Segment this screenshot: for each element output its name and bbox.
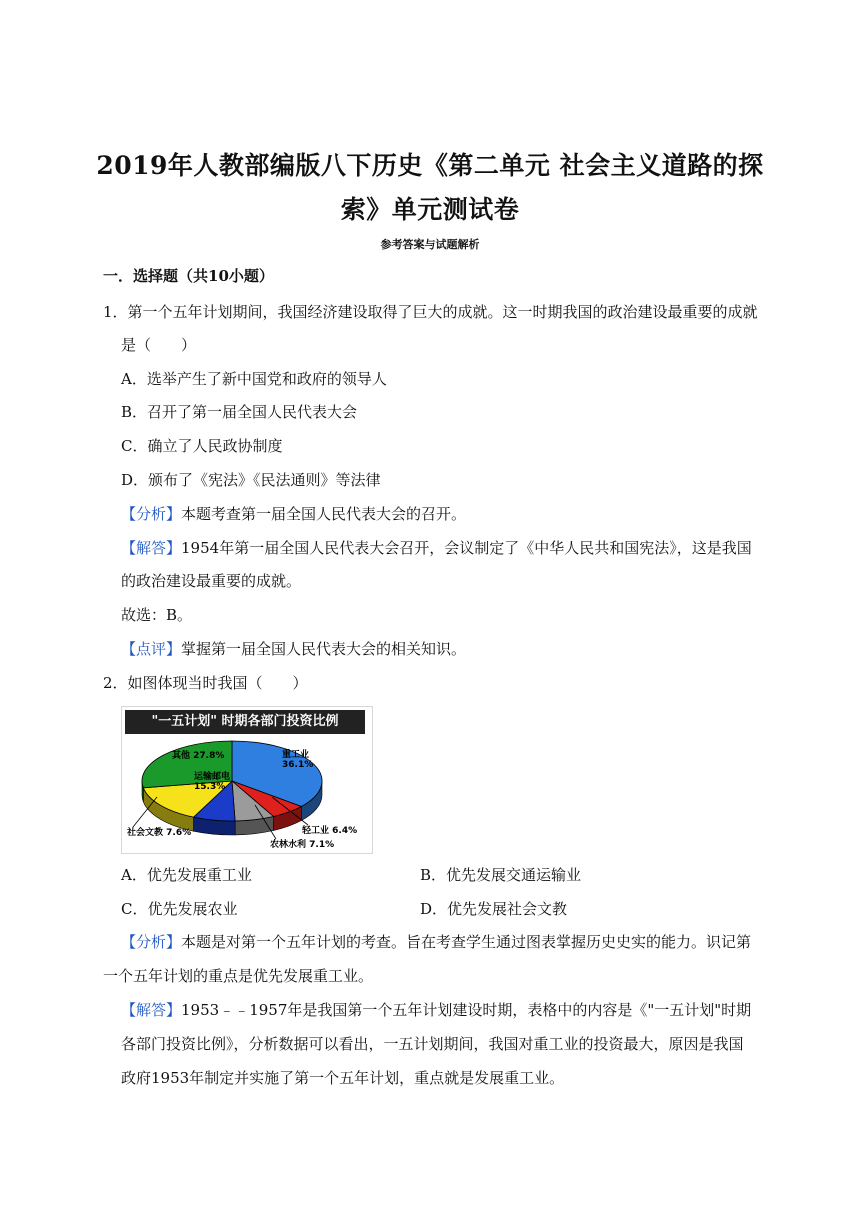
q2-option-c: C．优先发展农业 bbox=[121, 900, 238, 918]
q2-answer-line1 bbox=[121, 1000, 751, 1020]
q2-answer-line3: 政府1953年制定并实施了第一个五年计划，重点就是发展重工业。 bbox=[121, 1069, 565, 1087]
q1-option-a: A．选举产生了新中国党和政府的领导人 bbox=[121, 370, 387, 388]
pie-label-农林水利: 农林水利 7.1% bbox=[270, 840, 335, 850]
q2-analysis-line2: 一个五年计划的重点是优先发展重工业。 bbox=[103, 967, 374, 985]
q1-comment-text: 掌握第一届全国人民代表大会的相关知识。 bbox=[181, 640, 467, 658]
q2-answer-line2: 各部门投资比例》，分析数据可以看出，一五计划期间，我国对重工业的投资最大，原因是我国 bbox=[121, 1035, 744, 1053]
q1-comment-tag: 【点评】 bbox=[121, 640, 182, 658]
q1-analysis-tag: 【分析】 bbox=[121, 505, 182, 523]
q2-option-b: B．优先发展交通运输业 bbox=[420, 866, 582, 884]
q1-answer-line1 bbox=[121, 538, 752, 558]
q2-analysis-line1 bbox=[121, 932, 751, 952]
q2-analysis-tag: 【分析】 bbox=[121, 933, 182, 951]
q2-stem: 2．如图体现当时我国（ ） bbox=[103, 674, 308, 692]
q1-answer-text: 1954年第一届全国人民代表大会召开，会议制定了《中华人民共和国宪法》，这是我国 bbox=[181, 539, 752, 557]
q1-stem-line1: 1．第一个五年计划期间，我国经济建设取得了巨大的成就。这一时期我国的政治建设最重要的成就 bbox=[103, 303, 758, 321]
pie-label-轻工业: 轻工业 6.4% bbox=[302, 826, 358, 836]
q1-option-c: C．确立了人民政协制度 bbox=[121, 437, 283, 455]
q2-option-d: D．优先发展社会文教 bbox=[420, 900, 568, 918]
investment-pie-figure bbox=[121, 706, 373, 854]
q1-choice: 故选：B。 bbox=[121, 606, 193, 624]
document-title-line1: 2019年人教部编版八下历史《第二单元 社会主义道路的探 bbox=[96, 151, 764, 180]
pie-label-运输邮电: 运输邮电 15.3% bbox=[194, 772, 231, 792]
q1-comment bbox=[121, 639, 466, 659]
pie-label-重工业: 重工业 36.1% bbox=[282, 750, 314, 770]
pie-label-其他: 其他 27.8% bbox=[172, 751, 225, 761]
section-heading: 一．选择题（共10小题） bbox=[103, 267, 274, 285]
document-subtitle: 参考答案与试题解析 bbox=[380, 238, 480, 251]
q2-analysis-text: 本题是对第一个五年计划的考查。旨在考查学生通过图表掌握历史史实的能力。识记第 bbox=[181, 933, 752, 951]
q1-option-d: D．颁布了《宪法》《民法通则》等法律 bbox=[121, 471, 381, 489]
q1-stem-line2: 是（ ） bbox=[121, 336, 197, 354]
q2-answer-tag: 【解答】 bbox=[121, 1001, 182, 1019]
q1-option-b: B．召开了第一届全国人民代表大会 bbox=[121, 403, 358, 421]
pie-chart-banner: "一五计划" 时期各部门投资比例 bbox=[125, 710, 365, 734]
q1-answer-tag: 【解答】 bbox=[121, 539, 182, 557]
q1-analysis bbox=[121, 504, 466, 524]
q1-analysis-text: 本题考查第一届全国人民代表大会的召开。 bbox=[181, 505, 467, 523]
q2-answer-text: 1953﹣﹣1957年是我国第一个五年计划建设时期，表格中的内容是《"一五计划"时期 bbox=[181, 1001, 752, 1019]
pie-label-社会文教: 社会文教 7.6% bbox=[127, 828, 192, 838]
pie-chart bbox=[122, 735, 372, 853]
document-title-line2: 索》单元测试卷 bbox=[340, 195, 520, 224]
q1-answer-line2: 的政治建设最重要的成就。 bbox=[121, 572, 302, 590]
q2-option-a: A．优先发展重工业 bbox=[121, 866, 252, 884]
